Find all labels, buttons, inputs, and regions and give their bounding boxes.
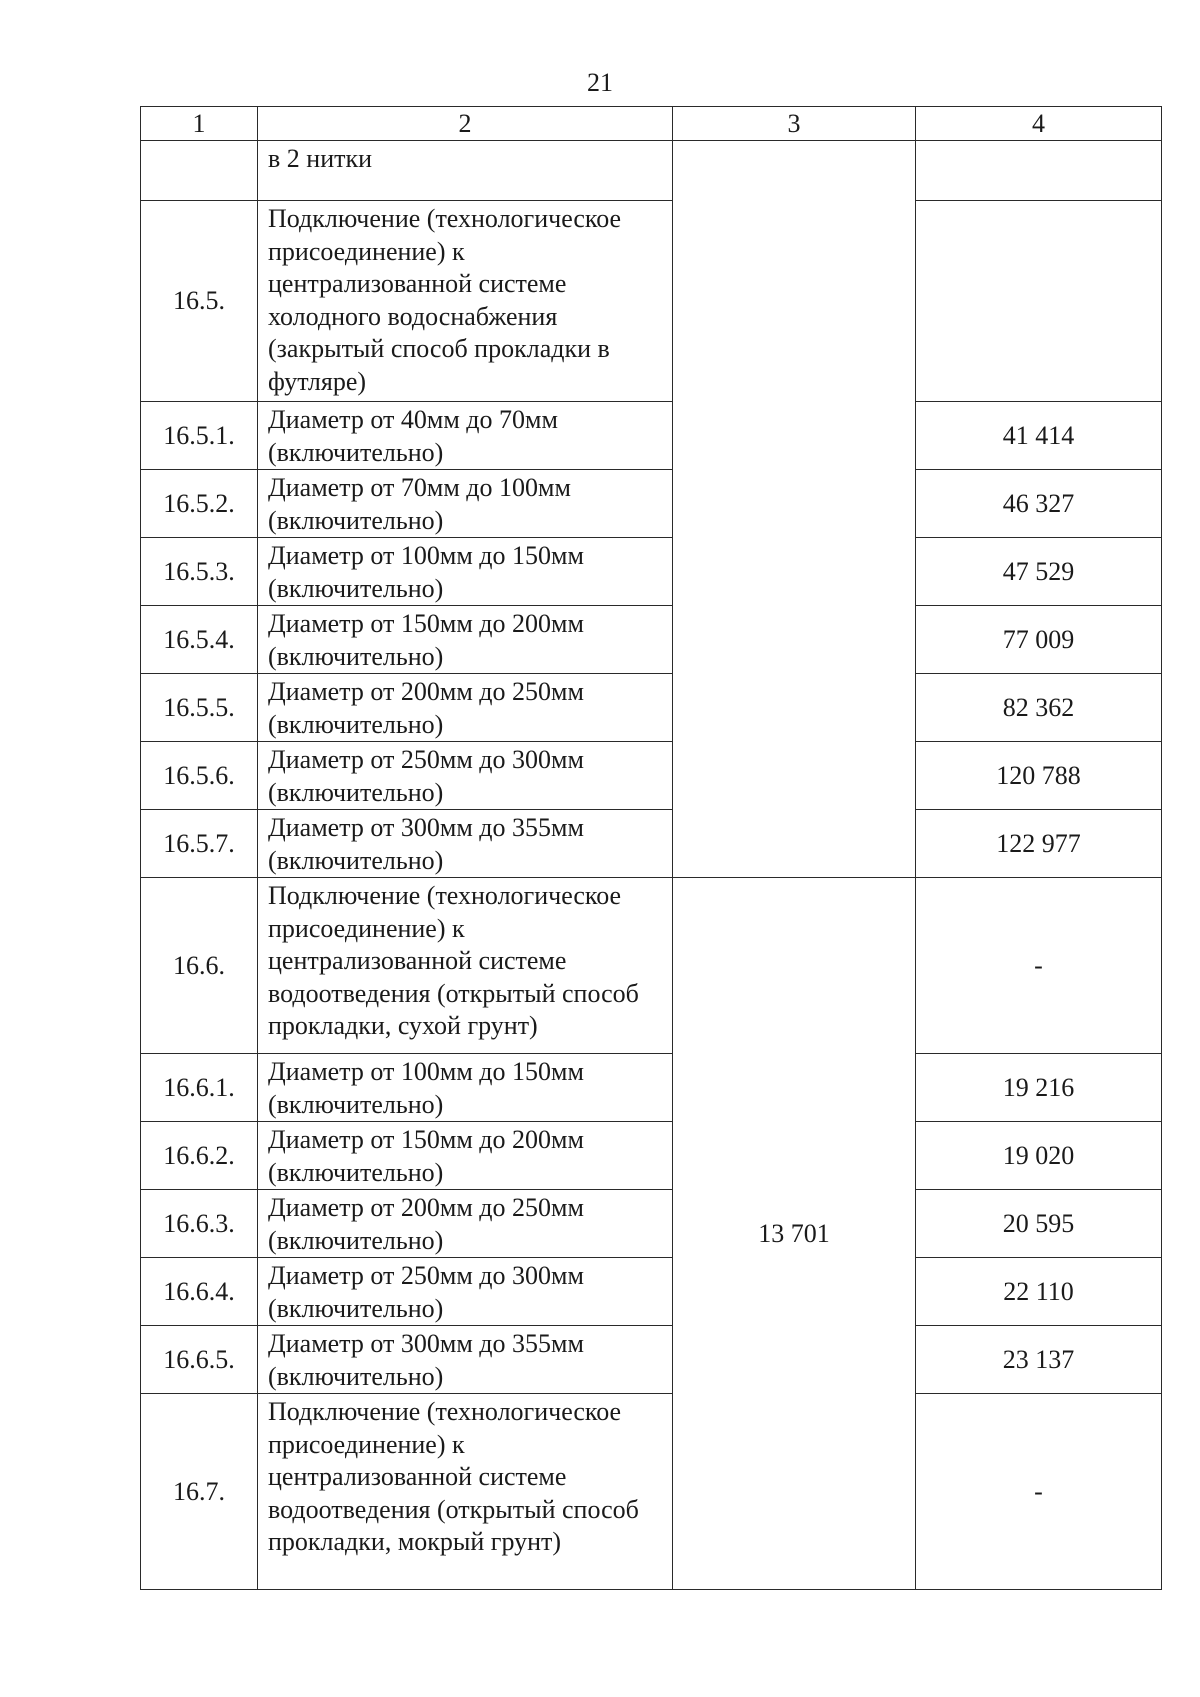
row-description: Диаметр от 100мм до 150мм (включительно)	[258, 1054, 673, 1122]
row-price: 46 327	[916, 470, 1162, 538]
row-price: 19 216	[916, 1054, 1162, 1122]
column-header-4: 4	[916, 107, 1162, 141]
row-number	[141, 141, 258, 201]
row-number: 16.5.3.	[141, 538, 258, 606]
row-description: Диаметр от 250мм до 300мм (включительно)	[258, 742, 673, 810]
row-price: -	[916, 878, 1162, 1054]
row-number: 16.5.6.	[141, 742, 258, 810]
row-number: 16.6.1.	[141, 1054, 258, 1122]
row-number: 16.6.4.	[141, 1258, 258, 1326]
row-price: -	[916, 1394, 1162, 1590]
row-price	[916, 141, 1162, 201]
table-row	[141, 742, 1162, 810]
row-number: 16.6.2.	[141, 1122, 258, 1190]
table-row	[141, 878, 1162, 1054]
table-row	[141, 1122, 1162, 1190]
row-description: в 2 нитки	[258, 141, 673, 201]
row-price: 122 977	[916, 810, 1162, 878]
row-description: Диаметр от 200мм до 250мм (включительно)	[258, 674, 673, 742]
row-price: 47 529	[916, 538, 1162, 606]
row-description: Диаметр от 100мм до 150мм (включительно)	[258, 538, 673, 606]
row-number: 16.5.7.	[141, 810, 258, 878]
row-description: Подключение (технологическое присоединение) к централизованной системе водоотведения (открытый способ прокладки, мокрый грунт)	[258, 1394, 673, 1590]
table-row	[141, 470, 1162, 538]
row-description: Подключение (технологическое присоединение) к централизованной системе холодного водоснабжения (закрытый способ прокладки в футляре)	[258, 201, 673, 402]
row-number: 16.7.	[141, 1394, 258, 1590]
row-number: 16.6.3.	[141, 1190, 258, 1258]
row-price: 19 020	[916, 1122, 1162, 1190]
row-price: 120 788	[916, 742, 1162, 810]
row-price: 22 110	[916, 1258, 1162, 1326]
page-number: 21	[587, 68, 613, 97]
row-price: 82 362	[916, 674, 1162, 742]
row-description: Диаметр от 40мм до 70мм (включительно)	[258, 402, 673, 470]
row-number: 16.5.2.	[141, 470, 258, 538]
table-row	[141, 402, 1162, 470]
table-row	[141, 1190, 1162, 1258]
table-row	[141, 1394, 1162, 1590]
tariff-table	[140, 106, 1162, 1590]
table-row	[141, 1054, 1162, 1122]
table-row	[141, 141, 1162, 201]
row-description: Диаметр от 150мм до 200мм (включительно)	[258, 1122, 673, 1190]
table-row	[141, 810, 1162, 878]
column-header-1: 1	[141, 107, 258, 141]
table-header-row	[141, 107, 1162, 141]
column-header-3: 3	[673, 107, 916, 141]
row-number: 16.5.	[141, 201, 258, 402]
row-description: Диаметр от 150мм до 200мм (включительно)	[258, 606, 673, 674]
table-row	[141, 674, 1162, 742]
row-description: Диаметр от 70мм до 100мм (включительно)	[258, 470, 673, 538]
row-description: Подключение (технологическое присоединение) к централизованной системе водоотведения (открытый способ прокладки, сухой грунт)	[258, 878, 673, 1054]
row-number: 16.5.5.	[141, 674, 258, 742]
merged-column-3-value: 13 701	[673, 878, 916, 1590]
row-description: Диаметр от 250мм до 300мм (включительно)	[258, 1258, 673, 1326]
table-row	[141, 1258, 1162, 1326]
row-number: 16.6.	[141, 878, 258, 1054]
row-price: 77 009	[916, 606, 1162, 674]
table-row	[141, 538, 1162, 606]
row-description: Диаметр от 300мм до 355мм (включительно)	[258, 810, 673, 878]
row-description: Диаметр от 300мм до 355мм (включительно)	[258, 1326, 673, 1394]
row-number: 16.5.1.	[141, 402, 258, 470]
row-number: 16.5.4.	[141, 606, 258, 674]
row-price: 41 414	[916, 402, 1162, 470]
row-description: Диаметр от 200мм до 250мм (включительно)	[258, 1190, 673, 1258]
row-price: 20 595	[916, 1190, 1162, 1258]
row-price: 23 137	[916, 1326, 1162, 1394]
column-header-2: 2	[258, 107, 673, 141]
table-row	[141, 606, 1162, 674]
row-number: 16.6.5.	[141, 1326, 258, 1394]
column-3-empty-block	[673, 141, 916, 878]
table-row	[141, 201, 1162, 402]
table-row	[141, 1326, 1162, 1394]
row-price	[916, 201, 1162, 402]
